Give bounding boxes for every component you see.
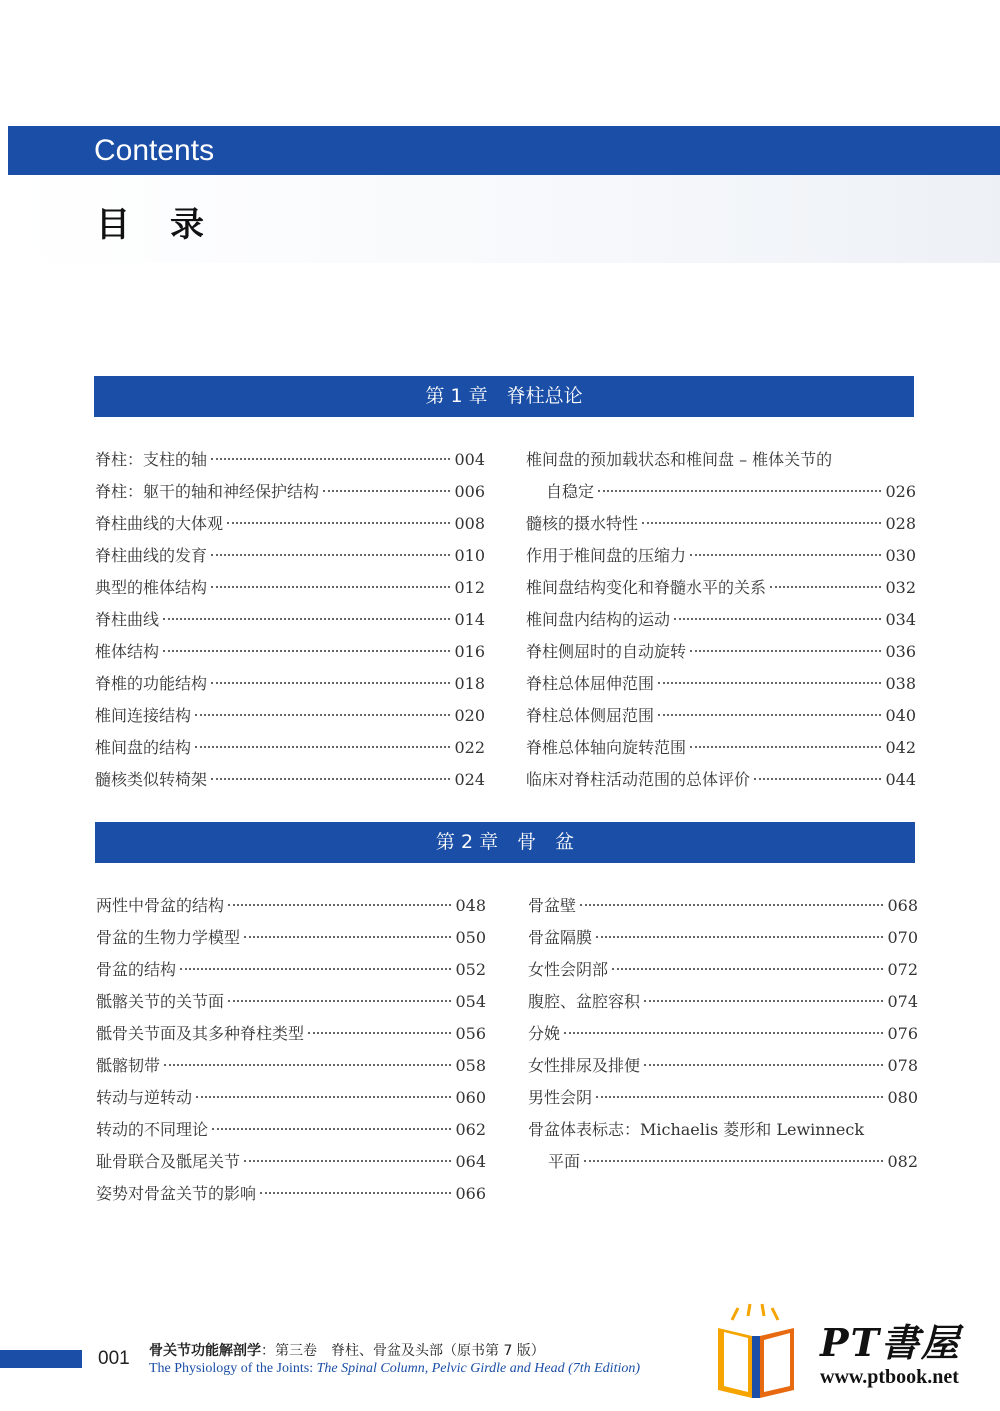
dot-leader (642, 522, 881, 524)
toc-entry-page: 044 (885, 770, 916, 789)
toc-entry-page: 032 (885, 578, 916, 597)
toc-entry[interactable] (526, 668, 916, 700)
dot-leader (244, 936, 451, 938)
toc-entry-page: 012 (454, 578, 485, 597)
chapter-1-left-column (95, 444, 485, 796)
toc-entry-first-line[interactable] (528, 1114, 918, 1146)
toc-entry[interactable] (528, 986, 918, 1018)
toc-entry-title: 耻骨联合及骶尾关节 (96, 1152, 241, 1171)
toc-entry[interactable] (526, 732, 916, 764)
toc-entry-title: 椎间盘的预加载状态和椎间盘 – 椎体关节的 (526, 450, 833, 469)
toc-entry-title: 平面 (548, 1152, 581, 1171)
chapter-2-heading: 第 2 章 骨 盆 (95, 822, 915, 863)
dot-leader (612, 968, 883, 970)
dot-leader (211, 778, 450, 780)
toc-entry-title: 脊柱侧屈时的自动旋转 (526, 642, 687, 661)
toc-entry-title: 脊柱：支柱的轴 (95, 450, 208, 469)
toc-entry[interactable] (96, 986, 486, 1018)
toc-entry[interactable] (526, 540, 916, 572)
header-band (8, 126, 1000, 175)
toc-entry-first-line[interactable] (526, 444, 916, 476)
dot-leader (644, 1000, 883, 1002)
dot-leader (211, 682, 450, 684)
toc-entry[interactable] (95, 444, 485, 476)
toc-entry[interactable] (96, 1018, 486, 1050)
toc-entry-page: 054 (455, 992, 486, 1011)
open-book-logo-icon (712, 1302, 812, 1402)
dot-leader (211, 458, 450, 460)
toc-entry-page: 074 (887, 992, 918, 1011)
toc-entry-title: 骨盆的结构 (96, 960, 177, 979)
dot-leader (260, 1192, 451, 1194)
toc-entry-page: 070 (887, 928, 918, 947)
toc-entry[interactable] (96, 1146, 486, 1178)
toc-entry[interactable] (526, 604, 916, 636)
toc-entry-page: 006 (454, 482, 485, 501)
toc-entry[interactable] (528, 1018, 918, 1050)
dot-leader (228, 904, 451, 906)
toc-entry-title: 骶髂韧带 (96, 1056, 161, 1075)
toc-entry-page: 018 (454, 674, 485, 693)
dot-leader (596, 1096, 883, 1098)
toc-entry[interactable] (526, 636, 916, 668)
toc-entry-page: 062 (455, 1120, 486, 1139)
toc-entry[interactable] (526, 508, 916, 540)
toc-entry-title: 骨盆壁 (528, 896, 577, 915)
toc-entry-page: 028 (885, 514, 916, 533)
toc-entry[interactable] (95, 732, 485, 764)
toc-entry-title: 骨盆隔膜 (528, 928, 593, 947)
toc-entry[interactable] (95, 668, 485, 700)
dot-leader (211, 554, 450, 556)
toc-entry-page: 004 (454, 450, 485, 469)
toc-entry-page: 036 (885, 642, 916, 661)
toc-entry[interactable] (95, 476, 485, 508)
toc-entry[interactable] (96, 1178, 486, 1210)
toc-entry[interactable] (95, 572, 485, 604)
toc-entry-title: 男性会阴 (528, 1088, 593, 1107)
toc-entry-page: 034 (885, 610, 916, 629)
dot-leader (323, 490, 450, 492)
toc-entry[interactable] (95, 764, 485, 796)
toc-entry-page: 076 (887, 1024, 918, 1043)
dot-leader (211, 586, 450, 588)
dot-leader (212, 1128, 451, 1130)
toc-entry-title: 自稳定 (546, 482, 595, 501)
toc-entry-title: 椎体结构 (95, 642, 160, 661)
toc-entry[interactable] (528, 954, 918, 986)
toc-entry-page: 058 (455, 1056, 486, 1075)
toc-entry-title: 脊柱曲线的大体观 (95, 514, 224, 533)
toc-entry[interactable] (526, 764, 916, 796)
toc-entry-page: 078 (887, 1056, 918, 1075)
toc-entry-title: 脊柱曲线的发育 (95, 546, 208, 565)
footer-book-title-rest: ：第三卷 脊柱、骨盆及头部（原书第 7 版） (261, 1343, 545, 1359)
watermark-name: PT書屋 (820, 1320, 961, 1365)
toc-entry[interactable] (95, 700, 485, 732)
toc-entry-page: 050 (455, 928, 486, 947)
toc-entry-title: 脊柱总体屈伸范围 (526, 674, 655, 693)
toc-entry-page: 060 (455, 1088, 486, 1107)
toc-entry-title: 女性会阴部 (528, 960, 609, 979)
toc-entry-title: 脊椎总体轴向旋转范围 (526, 738, 687, 757)
toc-entry[interactable] (95, 540, 485, 572)
header-subband (8, 175, 1000, 263)
toc-entry-title: 转动与逆转动 (96, 1088, 193, 1107)
footer-en-plain: The Physiology of the Joints: (149, 1361, 317, 1376)
footer-book-title-bold: 骨关节功能解剖学 (149, 1343, 261, 1359)
toc-entry-title: 椎间盘的结构 (95, 738, 192, 757)
dot-leader (163, 650, 450, 652)
dot-leader (163, 618, 450, 620)
toc-entry-page: 008 (454, 514, 485, 533)
dot-leader (754, 778, 881, 780)
toc-entry[interactable] (528, 890, 918, 922)
dot-leader (690, 746, 881, 748)
toc-entry-title: 髓核类似转椅架 (95, 770, 208, 789)
toc-entry-title: 椎间连接结构 (95, 706, 192, 725)
toc-entry-page: 024 (454, 770, 485, 789)
toc-entry-page: 066 (455, 1184, 486, 1203)
dot-leader (195, 714, 450, 716)
dot-leader (227, 522, 450, 524)
dot-leader (308, 1032, 451, 1034)
dot-leader (580, 904, 883, 906)
toc-entry[interactable] (96, 922, 486, 954)
dot-leader (180, 968, 451, 970)
toc-entry-page: 072 (887, 960, 918, 979)
toc-entry-title: 骶骨关节面及其多种脊柱类型 (96, 1024, 305, 1043)
toc-entry-page: 030 (885, 546, 916, 565)
toc-entry-title: 骨盆体表标志：Michaelis 菱形和 Lewinneck (528, 1120, 865, 1139)
toc-entry[interactable] (528, 922, 918, 954)
toc-entry-title: 女性排尿及排便 (528, 1056, 641, 1075)
toc-entry-title: 典型的椎体结构 (95, 578, 208, 597)
toc-entry-page: 068 (887, 896, 918, 915)
toc-entry-page: 014 (454, 610, 485, 629)
dot-leader (244, 1160, 451, 1162)
toc-entry[interactable] (526, 700, 916, 732)
watermark-logo (712, 1302, 997, 1402)
toc-entry-page: 042 (885, 738, 916, 757)
toc-entry-page: 016 (454, 642, 485, 661)
footer-book-title-en (149, 1361, 640, 1377)
toc-entry-title: 骶髂关节的关节面 (96, 992, 225, 1011)
dot-leader (564, 1032, 883, 1034)
chapter-1-heading: 第 1 章 脊柱总论 (94, 376, 914, 417)
toc-entry-title: 腹腔、盆腔容积 (528, 992, 641, 1011)
dot-leader (658, 682, 881, 684)
toc-entry[interactable] (96, 890, 486, 922)
toc-entry-page: 080 (887, 1088, 918, 1107)
toc-entry-title: 椎间盘结构变化和脊髓水平的关系 (526, 578, 767, 597)
toc-entry-title: 临床对脊柱活动范围的总体评价 (526, 770, 751, 789)
toc-entry-title: 椎间盘内结构的运动 (526, 610, 671, 629)
contents-title: Contents (94, 134, 215, 167)
chapter-2-left-column (96, 890, 486, 1210)
dot-leader (690, 650, 881, 652)
toc-entry-page: 040 (885, 706, 916, 725)
toc-entry-title: 两性中骨盆的结构 (96, 896, 225, 915)
toc-entry[interactable] (96, 1082, 486, 1114)
dot-leader (770, 586, 881, 588)
toc-entry-page: 020 (454, 706, 485, 725)
toc-entry-page: 010 (454, 546, 485, 565)
toc-entry[interactable] (95, 508, 485, 540)
contents-title-cn: 目录 (96, 205, 244, 245)
dot-leader (690, 554, 881, 556)
dot-leader (644, 1064, 883, 1066)
toc-entry-title: 分娩 (528, 1024, 561, 1043)
footer-en-italic: The Spinal Column, Pelvic Girdle and Head (7th Edition) (316, 1361, 641, 1376)
toc-entry[interactable] (526, 476, 916, 508)
toc-entry[interactable] (96, 1114, 486, 1146)
toc-entry-title: 脊柱总体侧屈范围 (526, 706, 655, 725)
toc-entry-title: 脊柱曲线 (95, 610, 160, 629)
toc-entry[interactable] (96, 954, 486, 986)
dot-leader (674, 618, 881, 620)
toc-entry[interactable] (96, 1050, 486, 1082)
toc-entry[interactable] (526, 572, 916, 604)
chapter-1-right-column (526, 444, 916, 796)
page-number: 001 (98, 1348, 130, 1369)
toc-entry-title: 作用于椎间盘的压缩力 (526, 546, 687, 565)
dot-leader (584, 1160, 883, 1162)
toc-entry[interactable] (528, 1050, 918, 1082)
toc-entry-page: 026 (885, 482, 916, 501)
toc-entry-title: 脊柱：躯干的轴和神经保护结构 (95, 482, 320, 501)
toc-entry-page: 082 (887, 1152, 918, 1171)
toc-entry[interactable] (528, 1146, 918, 1178)
toc-entry-page: 052 (455, 960, 486, 979)
footer-accent-bar (0, 1350, 82, 1368)
dot-leader (228, 1000, 451, 1002)
dot-leader (196, 1096, 451, 1098)
toc-entry-page: 056 (455, 1024, 486, 1043)
toc-entry-page: 022 (454, 738, 485, 757)
toc-entry[interactable] (528, 1082, 918, 1114)
toc-entry-page: 064 (455, 1152, 486, 1171)
watermark-url: www.ptbook.net (820, 1366, 959, 1388)
dot-leader (164, 1064, 451, 1066)
toc-entry-title: 转动的不同理论 (96, 1120, 209, 1139)
dot-leader (596, 936, 883, 938)
toc-entry-page: 038 (885, 674, 916, 693)
dot-leader (195, 746, 450, 748)
dot-leader (658, 714, 881, 716)
toc-entry[interactable] (95, 604, 485, 636)
toc-entry[interactable] (95, 636, 485, 668)
chapter-2-right-column (528, 890, 918, 1178)
toc-entry-title: 骨盆的生物力学模型 (96, 928, 241, 947)
footer-book-title-cn (149, 1340, 545, 1360)
toc-entry-title: 姿势对骨盆关节的影响 (96, 1184, 257, 1203)
toc-entry-title: 髓核的摄水特性 (526, 514, 639, 533)
toc-entry-page: 048 (455, 896, 486, 915)
dot-leader (598, 490, 881, 492)
toc-entry-title: 脊椎的功能结构 (95, 674, 208, 693)
